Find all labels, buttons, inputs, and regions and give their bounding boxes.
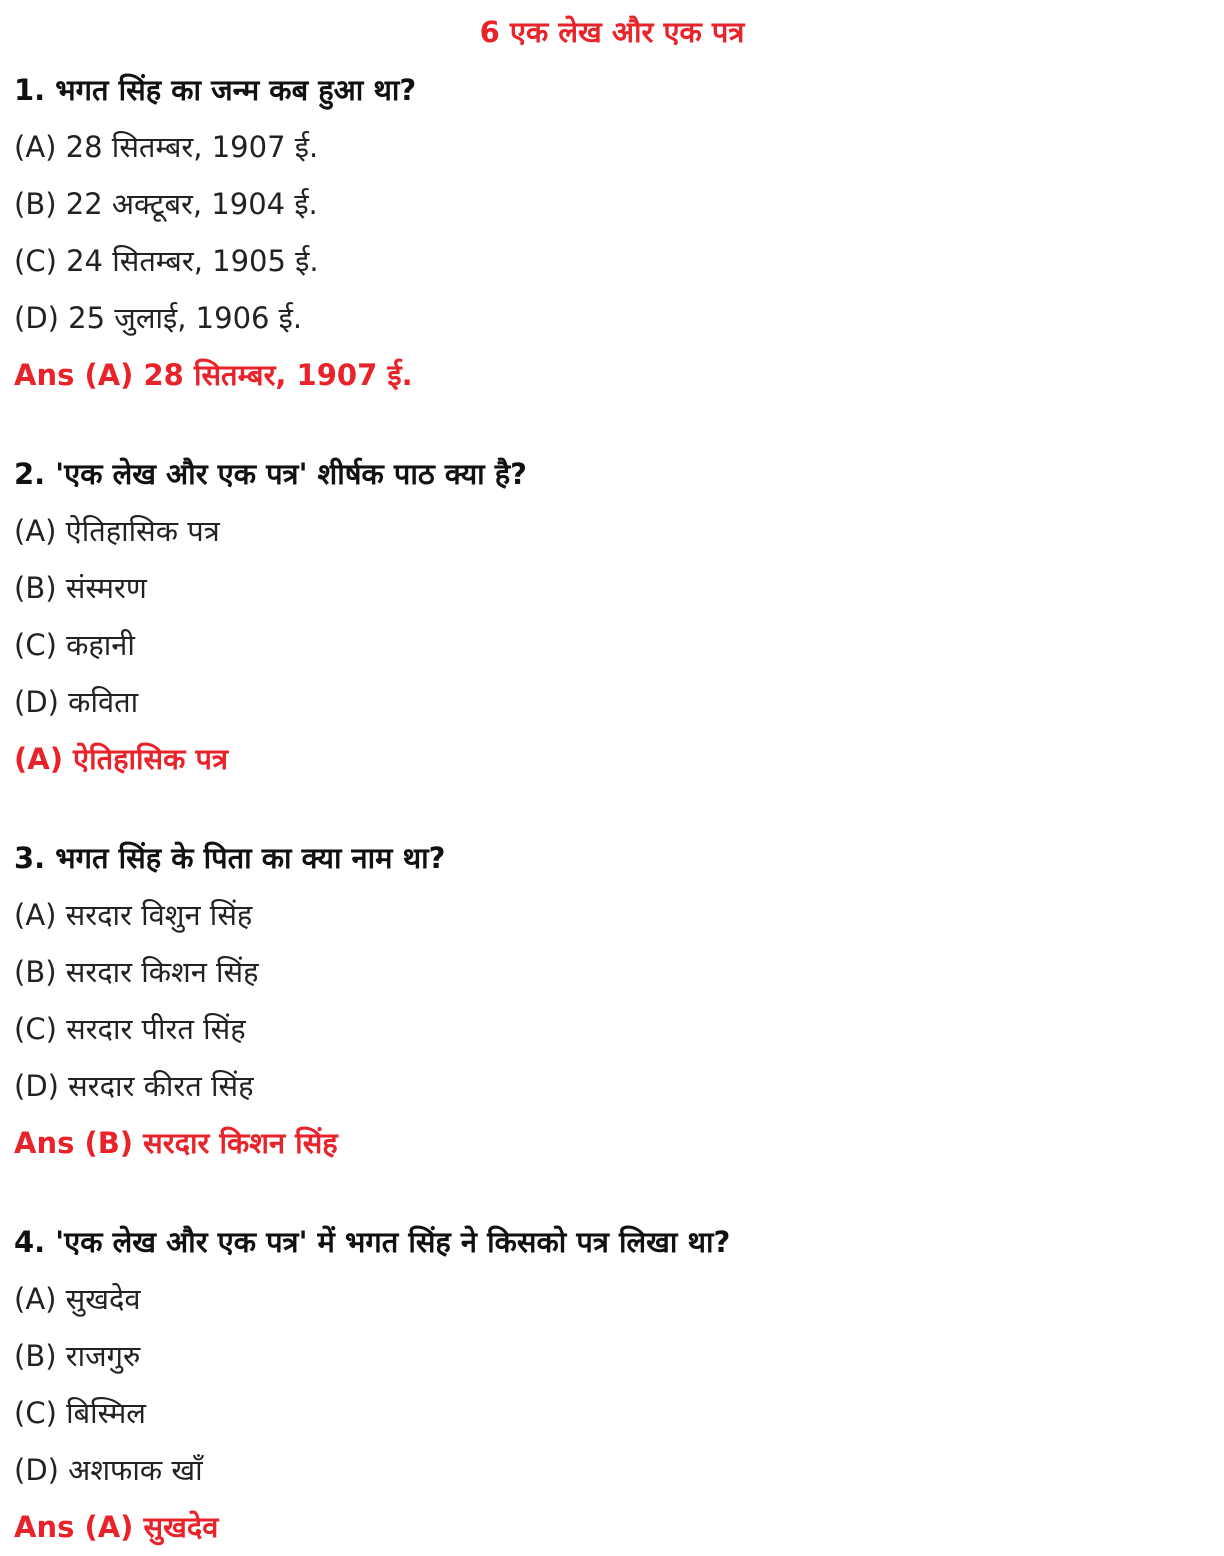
question-block-3 [14,830,1210,1172]
option-b: (B) सरदार किशन सिंह [14,955,259,989]
answer-text: Ans (A) 28 सितम्बर, 1907 ई. [14,358,413,392]
question-block-4 [14,1214,1210,1556]
option-b: (B) 22 अक्टूबर, 1904 ई. [14,187,318,221]
option-d: (D) अशफाक खाँ [14,1453,203,1487]
option-c: (C) बिस्मिल [14,1396,146,1430]
answer-text: (A) ऐतिहासिक पत्र [14,742,228,776]
option-d: (D) सरदार कीरत सिंह [14,1069,254,1103]
option-a: (A) सुखदेव [14,1282,141,1316]
option-d: (D) 25 जुलाई, 1906 ई. [14,301,303,335]
question-text: 3. भगत सिंह के पिता का क्या नाम था? [14,841,446,875]
option-c: (C) सरदार पीरत सिंह [14,1012,246,1046]
option-b: (B) संस्मरण [14,571,147,605]
question-text: 1. भगत सिंह का जन्म कब हुआ था? [14,73,417,107]
option-a: (A) ऐतिहासिक पत्र [14,514,220,548]
answer-text: Ans (B) सरदार किशन सिंह [14,1126,338,1160]
question-text: 4. 'एक लेख और एक पत्र' में भगत सिंह ने किसको पत्र लिखा था? [14,1225,731,1259]
page-title: 6 एक लेख और एक पत्र [479,15,745,49]
option-c: (C) कहानी [14,628,135,662]
option-c: (C) 24 सितम्बर, 1905 ई. [14,244,319,278]
question-text: 2. 'एक लेख और एक पत्र' शीर्षक पाठ क्या है? [14,457,527,491]
option-b: (B) राजगुरु [14,1339,141,1373]
question-block-2 [14,446,1210,788]
question-block-1 [14,62,1210,404]
answer-text: Ans (A) सुखदेव [14,1510,219,1544]
option-a: (A) सरदार विशुन सिंह [14,898,253,932]
option-a: (A) 28 सितम्बर, 1907 ई. [14,130,319,164]
option-d: (D) कविता [14,685,139,719]
